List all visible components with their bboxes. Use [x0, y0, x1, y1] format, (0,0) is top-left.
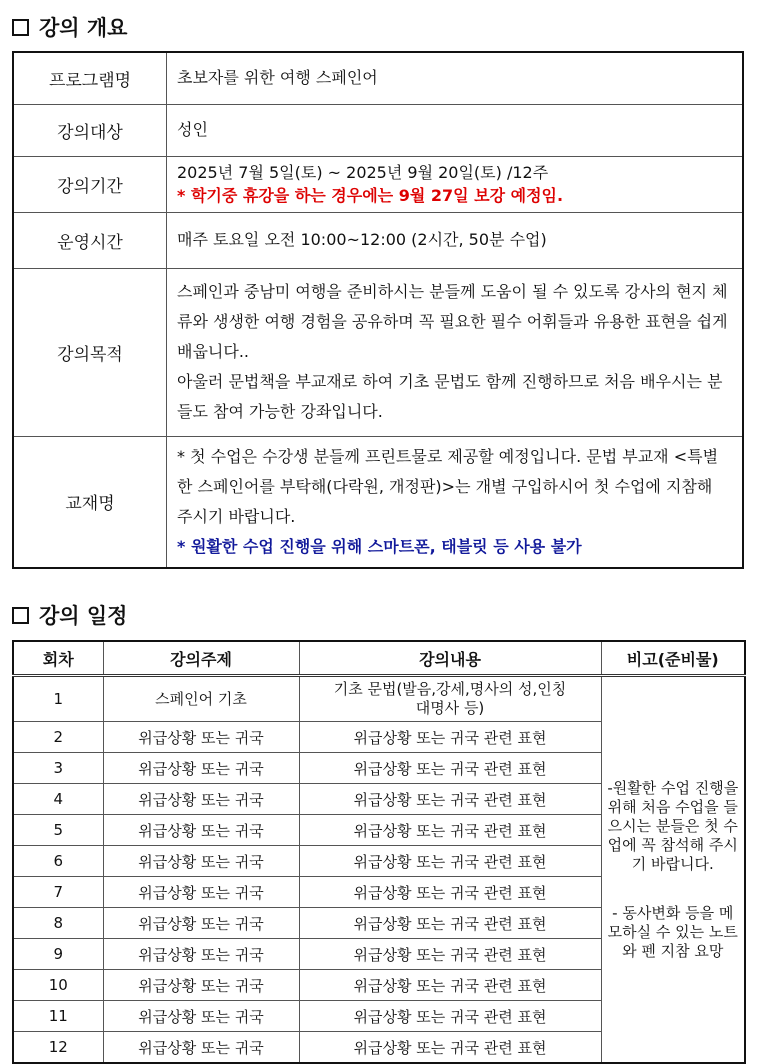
session-content: 위급상황 또는 귀국 관련 표현 [299, 846, 601, 877]
session-no: 1 [13, 676, 103, 722]
table-row [13, 676, 745, 722]
header-note: 비고(준비물) [601, 641, 745, 676]
session-topic: 위급상황 또는 귀국 [103, 877, 299, 908]
purpose-value-1: 스페인과 중남미 여행을 준비하시는 분들께 도움이 될 수 있도록 강사의 현지 체류와 생생한 여행 경험을 공유하며 꼭 필요한 필수 어휘들과 유용한 표현을 쉽게 배웁니다.. [177, 282, 728, 361]
session-topic: 스페인어 기초 [103, 676, 299, 722]
schedule-table [12, 640, 746, 1064]
period-value: 2025년 7월 5일(토) ~ 2025년 9월 20일(토) /12주 [177, 163, 549, 182]
schedule-section-title [12, 600, 127, 630]
header-content: 강의내용 [299, 641, 601, 676]
overview-table [12, 51, 744, 569]
schedule-note-1: -원활한 수업 진행을 위해 처음 수업을 들으시는 분들은 첫 수업에 꼭 참석해 주시기 바랍니다. [607, 778, 739, 873]
purpose-label: 강의목적 [13, 268, 167, 436]
schedule-note-2: - 동사변화 등을 메모하실 수 있는 노트와 펜 지참 요망 [607, 903, 738, 960]
session-no: 10 [13, 970, 103, 1001]
session-topic: 위급상황 또는 귀국 [103, 908, 299, 939]
session-content: 위급상황 또는 귀국 관련 표현 [299, 753, 601, 784]
session-topic: 위급상황 또는 귀국 [103, 753, 299, 784]
program-label: 프로그램명 [13, 52, 167, 104]
session-topic: 위급상황 또는 귀국 [103, 815, 299, 846]
session-content: 위급상황 또는 귀국 관련 표현 [299, 815, 601, 846]
session-no: 6 [13, 846, 103, 877]
overview-section-title [12, 12, 127, 42]
target-label: 강의대상 [13, 104, 167, 156]
session-no: 2 [13, 722, 103, 753]
session-content: 기초 문법(발음,강세,명사의 성,인칭대명사 등) [299, 676, 601, 722]
session-topic: 위급상황 또는 귀국 [103, 722, 299, 753]
session-no: 5 [13, 815, 103, 846]
session-no: 3 [13, 753, 103, 784]
target-value: 성인 [167, 104, 744, 156]
schedule-title: 강의 일정 [39, 604, 128, 628]
session-content: 위급상황 또는 귀국 관련 표현 [299, 1032, 601, 1064]
header-no: 회차 [13, 641, 103, 676]
session-no: 8 [13, 908, 103, 939]
schedule-note-cell [601, 676, 745, 1064]
session-topic: 위급상황 또는 귀국 [103, 939, 299, 970]
hours-label: 운영시간 [13, 212, 167, 268]
session-content: 위급상황 또는 귀국 관련 표현 [299, 939, 601, 970]
session-content: 위급상황 또는 귀국 관련 표현 [299, 970, 601, 1001]
purpose-value-2: 아울러 문법책을 부교재로 하여 기초 문법도 함께 진행하므로 처음 배우시는 분들도 참여 가능한 강좌입니다. [177, 372, 723, 421]
session-no: 7 [13, 877, 103, 908]
header-topic: 강의주제 [103, 641, 299, 676]
session-no: 12 [13, 1032, 103, 1064]
session-topic: 위급상황 또는 귀국 [103, 846, 299, 877]
session-topic: 위급상황 또는 귀국 [103, 1032, 299, 1064]
textbook-cell [167, 436, 744, 568]
session-content: 위급상황 또는 귀국 관련 표현 [299, 877, 601, 908]
session-content: 위급상황 또는 귀국 관련 표현 [299, 1001, 601, 1032]
session-no: 11 [13, 1001, 103, 1032]
textbook-label: 교재명 [13, 436, 167, 568]
hours-value: 매주 토요일 오전 10:00~12:00 (2시간, 50분 수업) [167, 212, 744, 268]
session-no: 4 [13, 784, 103, 815]
textbook-note: * 원활한 수업 진행을 위해 스마트폰, 태블릿 등 사용 불가 [177, 536, 582, 556]
session-content: 위급상황 또는 귀국 관련 표현 [299, 784, 601, 815]
session-content: 위급상황 또는 귀국 관련 표현 [299, 908, 601, 939]
checkbox-square-icon [12, 19, 29, 36]
period-label: 강의기간 [13, 156, 167, 212]
session-topic: 위급상황 또는 귀국 [103, 970, 299, 1001]
checkbox-square-icon [12, 607, 29, 624]
textbook-value: * 첫 수업은 수강생 분들께 프린트물로 제공할 예정입니다. 문법 부교재 <특별한 스페인어를 부탁해(다락원, 개정판)>는 개별 구입하시어 첫 수업에 지참해 주시기 바랍니다. [177, 446, 719, 526]
period-note: * 학기중 휴강을 하는 경우에는 9월 27일 보강 예정임. [177, 186, 564, 205]
purpose-cell [167, 268, 744, 436]
session-topic: 위급상황 또는 귀국 [103, 1001, 299, 1032]
period-cell [167, 156, 744, 212]
session-no: 9 [13, 939, 103, 970]
session-topic: 위급상황 또는 귀국 [103, 784, 299, 815]
program-value: 초보자를 위한 여행 스페인어 [167, 52, 744, 104]
overview-title: 강의 개요 [39, 16, 128, 40]
session-content: 위급상황 또는 귀국 관련 표현 [299, 722, 601, 753]
